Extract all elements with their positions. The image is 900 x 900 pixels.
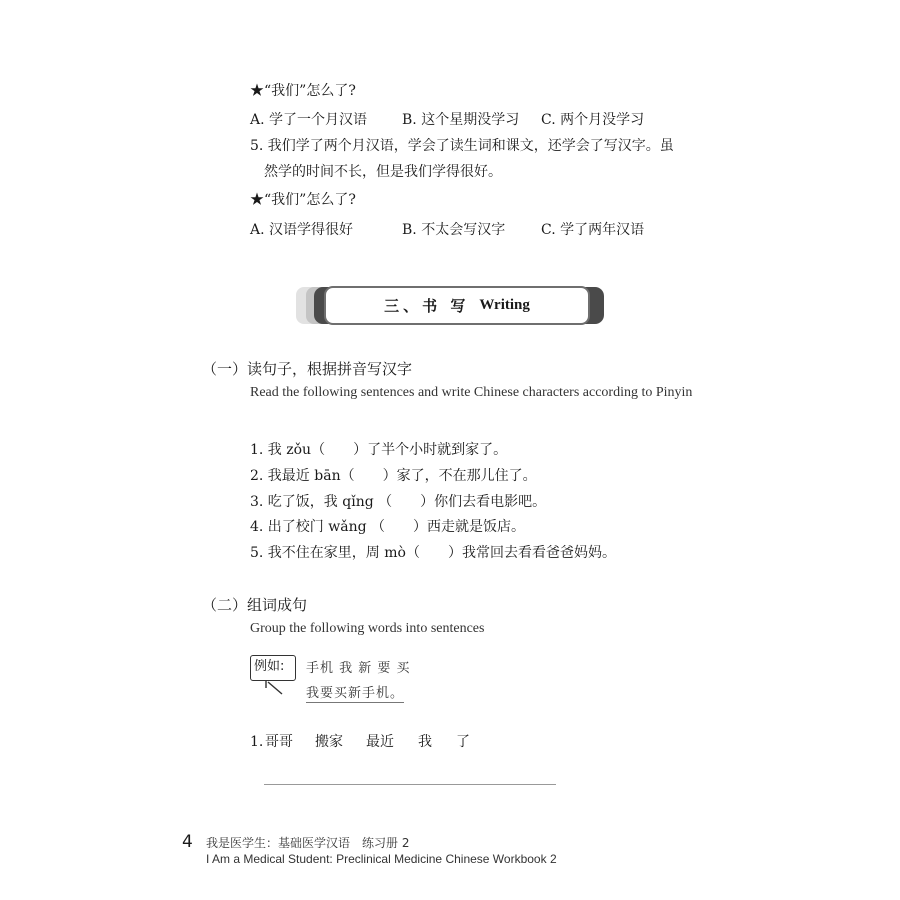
- part1-item-4: 4. 出了校门 wǎng （ ）西走就是饭店。: [250, 519, 526, 535]
- part1-item-5: 5. 我不住在家里，周 mò（ ）我常回去看看爸爸妈妈。: [250, 545, 616, 561]
- part2-item-1-number: 1.: [250, 734, 264, 750]
- question-5-text-line1: 5. 我们学了两个月汉语，学会了读生词和课文，还学会了写汉字。虽: [250, 138, 674, 154]
- example-words: 手机 我 新 要 买: [306, 661, 411, 676]
- section-banner-writing: [296, 285, 604, 326]
- q5-option-c: C. 学了两年汉语: [541, 222, 645, 238]
- word-token: 我: [418, 734, 432, 750]
- book-title-en: I Am a Medical Student: Preclinical Medicine Chinese Workbook 2: [206, 852, 557, 866]
- answer-line: [264, 784, 556, 785]
- q5-option-b: B. 不太会写汉字: [402, 222, 506, 238]
- part2-heading: （二）组词成句: [202, 596, 308, 614]
- book-title-cn: 我是医学生：基础医学汉语 练习册 2: [206, 836, 410, 850]
- section-title-cn: 三、书 写: [384, 297, 470, 315]
- section-title-en: Writing: [479, 297, 530, 313]
- q4-option-a: A. 学了一个月汉语: [250, 112, 368, 128]
- example-answer: 我要买新手机。: [306, 682, 404, 703]
- q4-option-b: B. 这个星期没学习: [402, 112, 520, 128]
- word-token: 搬家: [315, 734, 343, 750]
- part1-item-2: 2. 我最近 bān（ ）家了，不在那儿住了。: [250, 468, 537, 484]
- banner-face: [324, 286, 590, 325]
- q5-option-a: A. 汉语学得很好: [250, 222, 354, 238]
- question-5-prompt: ★“我们”怎么了?: [250, 192, 356, 208]
- part1-item-1: 1. 我 zǒu（ ）了半个小时就到家了。: [250, 442, 508, 458]
- question-5-text-line2: 然学的时间不长，但是我们学得很好。: [264, 164, 502, 180]
- part1-item-3: 3. 吃了饭，我 qǐng （ ）你们去看电影吧。: [250, 494, 547, 510]
- example-label: 例如:: [254, 659, 285, 674]
- speech-tail-icon: [264, 680, 288, 696]
- question-4-prompt: ★“我们”怎么了?: [250, 83, 356, 99]
- part1-heading: （一）读句子，根据拼音写汉字: [202, 360, 413, 378]
- word-token: 最近: [366, 734, 394, 750]
- part2-instruction: Group the following words into sentences: [250, 621, 485, 636]
- word-token: 了: [456, 734, 470, 750]
- q4-option-c: C. 两个月没学习: [541, 112, 645, 128]
- part1-instruction: Read the following sentences and write Chinese characters according to Pinyin: [250, 385, 693, 400]
- page-number: 4: [182, 832, 193, 852]
- word-token: 哥哥: [265, 734, 293, 750]
